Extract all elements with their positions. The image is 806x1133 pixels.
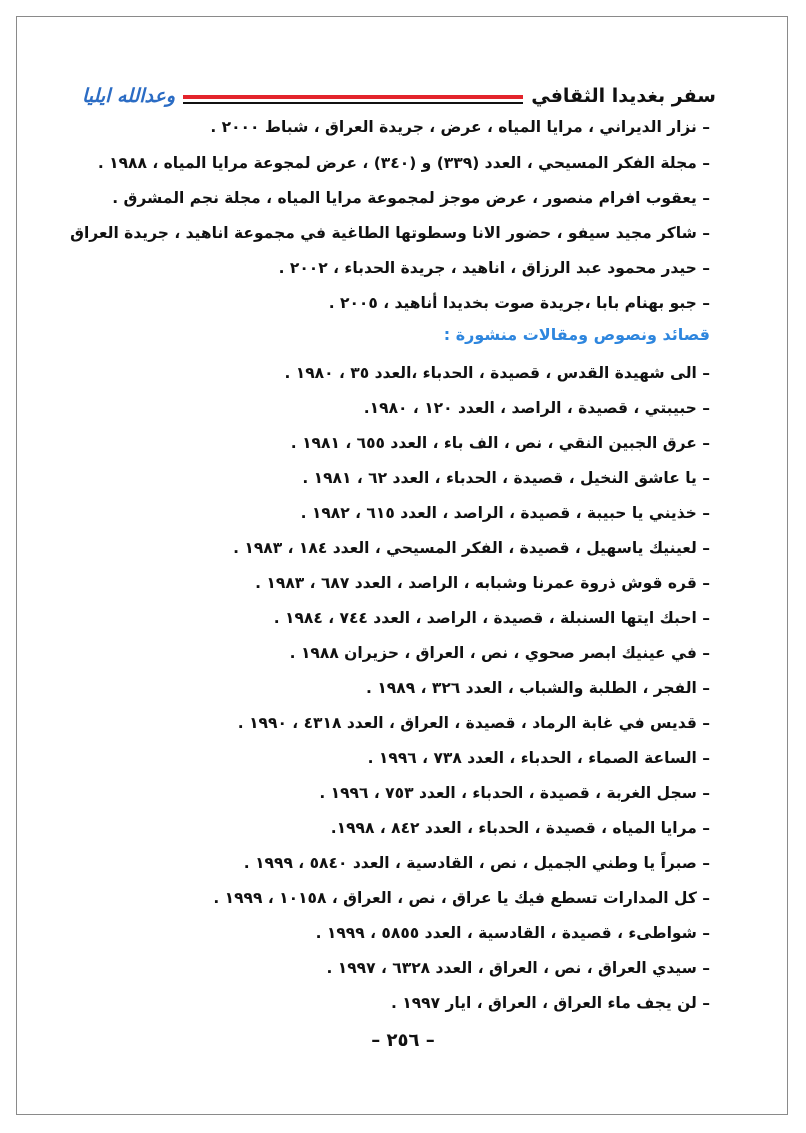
- list-item: – لن يجف ماء العراق ، العراق ، ايار ١٩٩٧ .: [390, 994, 710, 1012]
- list-item: – احبك ايتها السنبلة ، قصيدة ، الراصد ، العدد ٧٤٤ ، ١٩٨٤ .: [273, 609, 710, 627]
- list-item: – كل المدارات تسطع فيك يا عراق ، نص ، العراق ، ١٠١٥٨ ، ١٩٩٩ .: [213, 889, 710, 907]
- list-item: – الى شهيدة القدس ، قصيدة ، الحدباء ،العدد ٣٥ ، ١٩٨٠ .: [284, 364, 710, 382]
- list-item: – قديس في غابة الرماد ، قصيدة ، العراق ، العدد ٤٣١٨ ، ١٩٩٠ .: [237, 714, 710, 732]
- list-item: – صبراً يا وطني الجميل ، نص ، القادسية ، العدد ٥٨٤٠ ، ١٩٩٩ .: [243, 854, 710, 872]
- list-item: – لعينيك ياسهيل ، قصيدة ، الفكر المسيحي ، العدد ١٨٤ ، ١٩٨٣ .: [233, 539, 710, 557]
- entry-line: – جبو بهنام بابا ،جريدة صوت بخديدا أناهيد ، ٢٠٠٥ .: [328, 294, 710, 312]
- list-item: – خذيني يا حبيبة ، قصيدة ، الراصد ، العدد ٦١٥ ، ١٩٨٢ .: [300, 504, 710, 522]
- list-item: – قره قوش ذروة عمرنا وشبابه ، الراصد ، العدد ٦٨٧ ، ١٩٨٣ .: [255, 574, 710, 592]
- list-item: – عرق الجبين النقي ، نص ، الف باء ، العدد ٦٥٥ ، ١٩٨١ .: [290, 434, 710, 452]
- entry-line: – حيدر محمود عبد الرزاق ، اناهيد ، جريدة الحدباء ، ٢٠٠٢ .: [278, 259, 710, 277]
- list-item: – مرايا المياه ، قصيدة ، الحدباء ، العدد ٨٤٢ ، ١٩٩٨.: [330, 819, 710, 837]
- list-item: – سجل الغربة ، قصيدة ، الحدباء ، العدد ٧٥٣ ، ١٩٩٦ .: [319, 784, 710, 802]
- author-name: وعدالله ايليا: [82, 82, 183, 110]
- list-item: – حبيبتي ، قصيدة ، الراصد ، العدد ١٢٠ ، ١٩٨٠.: [363, 399, 710, 417]
- list-item: – شواطىء ، قصيدة ، القادسية ، العدد ٥٨٥٥ ، ١٩٩٩ .: [315, 924, 710, 942]
- section-heading: قصائد ونصوص ومقالات منشورة :: [443, 325, 710, 344]
- list-item: – يا عاشق النخيل ، قصيدة ، الحدباء ، العدد ٦٢ ، ١٩٨١ .: [302, 469, 710, 487]
- list-item: – سيدي العراق ، نص ، العراق ، العدد ٦٣٢٨ ، ١٩٩٧ .: [326, 959, 710, 977]
- list-item: – الساعة الصماء ، الحدباء ، العدد ٧٣٨ ، ١٩٩٦ .: [367, 749, 710, 767]
- book-title: سفر بغديدا الثقافي: [523, 82, 716, 110]
- running-header: [82, 82, 716, 112]
- entry-line: – نزار الديراني ، مرايا المياه ، عرض ، جريدة العراق ، شباط ٢٠٠٠ .: [210, 118, 710, 136]
- entry-line: – شاكر مجيد سيفو ، حضور الانا وسطوتها الطاغية في مجموعة اناهيد ، جريدة العراق: [70, 224, 710, 242]
- list-item: – في عينيك ابصر صحوي ، نص ، العراق ، حزيران ١٩٨٨ .: [289, 644, 710, 662]
- entry-line: – مجلة الفكر المسيحي ، العدد (٣٣٩) و (٣٤٠) ، عرض لمجوعة مرايا المياه ، ١٩٨٨ .: [97, 154, 710, 172]
- page-number: – ٢٥٦ –: [371, 1030, 435, 1051]
- entry-line: – يعقوب افرام منصور ، عرض موجز لمجموعة مرايا المياه ، مجلة نجم المشرق .: [112, 189, 710, 207]
- list-item: – الفجر ، الطلبة والشباب ، العدد ٣٢٦ ، ١٩٨٩ .: [366, 679, 710, 697]
- page-frame: [16, 16, 788, 1115]
